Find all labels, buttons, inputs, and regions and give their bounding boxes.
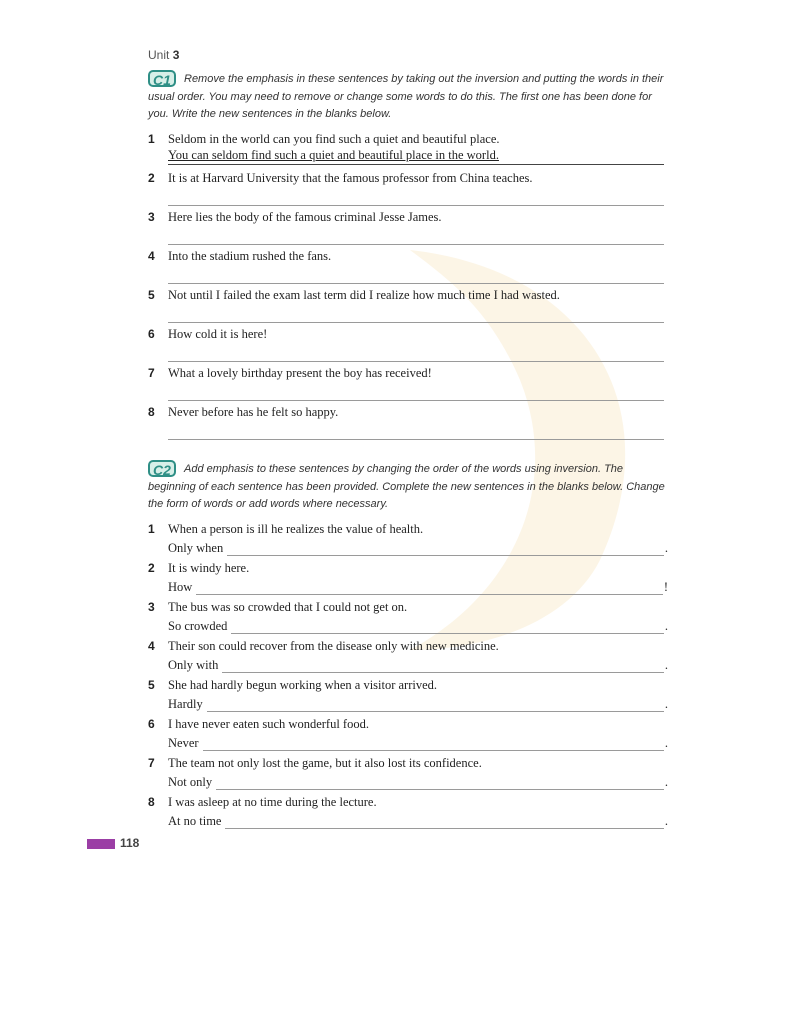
answer-blank-line[interactable] <box>168 283 664 284</box>
answer-blank-line[interactable] <box>222 660 664 673</box>
answer-blank-line[interactable] <box>168 400 664 401</box>
item-number: 8 <box>148 405 155 419</box>
c1-item <box>148 366 668 404</box>
answer-end-punctuation: . <box>664 775 668 789</box>
answer-blank-line[interactable] <box>168 361 664 362</box>
item-sentence: How cold it is here! <box>168 327 268 341</box>
answer-blank-line[interactable] <box>203 738 664 751</box>
item-sentence: The team not only lost the game, but it also lost its confidence. <box>168 756 482 770</box>
c2-item <box>148 795 668 833</box>
answer-starter-row <box>168 774 668 790</box>
c1-item <box>148 288 668 326</box>
item-sentence: Never before has he felt so happy. <box>168 405 339 419</box>
answer-end-punctuation: . <box>664 541 668 555</box>
answer-blank-line[interactable] <box>168 244 664 245</box>
answer-end-punctuation: . <box>664 697 668 711</box>
item-sentence: When a person is ill he realizes the value of health. <box>168 522 424 536</box>
answer-starter-row <box>168 618 668 634</box>
answer-starter: Not only <box>168 775 213 789</box>
answer-end-punctuation: ! <box>663 580 668 594</box>
c2-item <box>148 639 668 677</box>
answer-starter: Only when <box>168 541 224 555</box>
c2-item <box>148 561 668 599</box>
c1-item <box>148 327 668 365</box>
item-sentence: Into the stadium rushed the fans. <box>168 249 332 263</box>
answer-starter-row <box>168 735 668 751</box>
answer-blank-line[interactable] <box>168 439 664 440</box>
c1-item <box>148 171 668 209</box>
answer-starter-row <box>168 579 668 595</box>
item-sentence: It is at Harvard University that the famous professor from China teaches. <box>168 171 533 185</box>
item-sentence: Their son could recover from the disease only with new medicine. <box>168 639 499 653</box>
item-number: 6 <box>148 717 155 731</box>
answer-end-punctuation: . <box>664 658 668 672</box>
answer-blank-line[interactable] <box>216 777 664 790</box>
item-sentence: What a lovely birthday present the boy has received! <box>168 366 432 380</box>
answer-starter: At no time <box>168 814 222 828</box>
answer-starter-row <box>168 540 668 556</box>
answer-starter: How <box>168 580 193 594</box>
unit-label <box>148 48 179 62</box>
c1-item <box>148 132 668 170</box>
unit-number: 3 <box>172 48 180 62</box>
item-sentence: She had hardly begun working when a visitor arrived. <box>168 678 438 692</box>
item-number: 6 <box>148 327 155 341</box>
unit-word: Unit <box>148 48 170 62</box>
c1-item <box>148 210 668 248</box>
c2-instructions-block <box>148 460 668 514</box>
answer-starter-row <box>168 657 668 673</box>
answer-starter: Hardly <box>168 697 203 711</box>
sample-answer: You can seldom find such a quiet and beautiful place in the world. <box>168 148 664 165</box>
page-number: 118 <box>120 836 140 850</box>
c2-item <box>148 600 668 638</box>
c1-item <box>148 249 668 287</box>
answer-blank-line[interactable] <box>225 816 663 829</box>
answer-blank-line[interactable] <box>227 543 664 556</box>
answer-starter-row <box>168 813 668 829</box>
c1-instructions: Remove the emphasis in these sentences by taking out the inversion and putting the words in their usual order. You may need to remove or change some words to do this. The first one has been done for you. Write the new sentences in the blanks below. <box>148 73 664 120</box>
item-number: 5 <box>148 288 155 302</box>
answer-end-punctuation: . <box>664 736 668 750</box>
c2-item <box>148 756 668 794</box>
answer-blank-line[interactable] <box>207 699 664 712</box>
c2-item <box>148 717 668 755</box>
item-sentence: I have never eaten such wonderful food. <box>168 717 369 731</box>
item-sentence: Here lies the body of the famous criminal Jesse James. <box>168 210 442 224</box>
c2-item <box>148 522 668 560</box>
c2-instructions: Add emphasis to these sentences by changing the order of the words using inversion. The beginning of each sentence has been provided. Complete the new sentences in the blanks below. Change the form of words or add words where necessary. <box>148 463 665 510</box>
c1-instructions-block <box>148 70 668 124</box>
item-number: 1 <box>148 522 155 536</box>
item-number: 5 <box>148 678 155 692</box>
item-number: 2 <box>148 561 155 575</box>
item-number: 4 <box>148 639 155 653</box>
item-number: 7 <box>148 756 155 770</box>
item-sentence: It is windy here. <box>168 561 250 575</box>
answer-blank-line[interactable] <box>168 322 664 323</box>
item-sentence: I was asleep at no time during the lecture. <box>168 795 377 809</box>
answer-starter: Never <box>168 736 199 750</box>
item-sentence: Not until I failed the exam last term did I realize how much time I had wasted. <box>168 288 560 302</box>
answer-starter: Only with <box>168 658 219 672</box>
page-tab-marker <box>87 839 115 849</box>
c1-item <box>148 405 668 443</box>
item-number: 2 <box>148 171 155 185</box>
item-number: 8 <box>148 795 155 809</box>
item-number: 4 <box>148 249 155 263</box>
answer-end-punctuation: . <box>664 619 668 633</box>
item-number: 3 <box>148 210 155 224</box>
answer-starter: So crowded <box>168 619 228 633</box>
item-sentence: The bus was so crowded that I could not get on. <box>168 600 408 614</box>
item-number: 1 <box>148 132 155 146</box>
answer-blank-line[interactable] <box>231 621 664 634</box>
answer-end-punctuation: . <box>664 814 668 828</box>
c2-badge: C2 <box>148 460 176 477</box>
item-number: 3 <box>148 600 155 614</box>
c1-badge: C1 <box>148 70 176 87</box>
item-number: 7 <box>148 366 155 380</box>
answer-starter-row <box>168 696 668 712</box>
item-sentence: Seldom in the world can you find such a quiet and beautiful place. <box>168 132 500 146</box>
c2-item <box>148 678 668 716</box>
answer-blank-line[interactable] <box>196 582 663 595</box>
answer-blank-line[interactable] <box>168 205 664 206</box>
